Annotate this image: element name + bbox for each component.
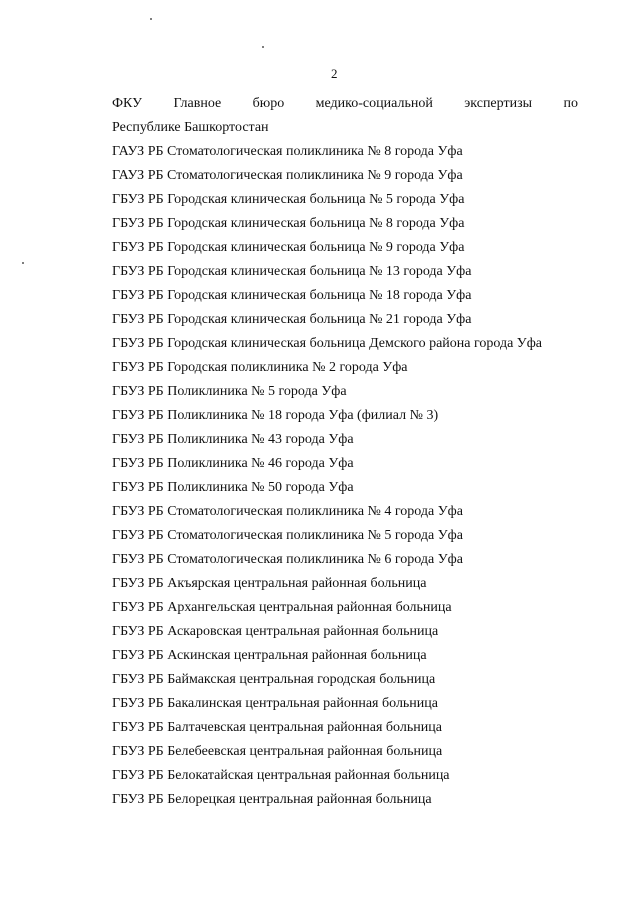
list-item: ГБУЗ РБ Городская клиническая больница Демского района города Уфа xyxy=(112,336,543,351)
list-item-first xyxy=(112,92,578,116)
word: по xyxy=(563,96,578,111)
word: ФКУ xyxy=(112,96,143,111)
list-item: ГБУЗ РБ Архангельская центральная районная больница xyxy=(112,600,452,615)
list-item: ГБУЗ РБ Городская поликлиника № 2 города Уфа xyxy=(112,360,408,375)
list-item: ГБУЗ РБ Акъярская центральная районная больница xyxy=(112,576,427,591)
list-item: ГБУЗ РБ Городская клиническая больница № 13 города Уфа xyxy=(112,264,472,279)
scan-speck xyxy=(150,18,152,20)
list-item: ГБУЗ РБ Белокатайская центральная районная больница xyxy=(112,768,450,783)
page-number: 2 xyxy=(331,66,338,81)
scan-speck xyxy=(262,46,264,48)
list-item-continuation: Республике Башкортостан xyxy=(112,120,269,135)
word: Главное xyxy=(173,96,222,111)
list-item: ГАУЗ РБ Стоматологическая поликлиника № 8 города Уфа xyxy=(112,144,463,159)
word: бюро xyxy=(252,96,285,111)
list-item: ГБУЗ РБ Белебеевская центральная районная больница xyxy=(112,744,443,759)
word: экспертизы xyxy=(464,96,533,111)
list-item: ГБУЗ РБ Городская клиническая больница № 9 города Уфа xyxy=(112,240,465,255)
list-item: ГБУЗ РБ Стоматологическая поликлиника № 4 города Уфа xyxy=(112,504,463,519)
list-item: ГБУЗ РБ Стоматологическая поликлиника № 6 города Уфа xyxy=(112,552,463,567)
list-item: ГБУЗ РБ Поликлиника № 5 города Уфа xyxy=(112,384,347,399)
list-item: ГБУЗ РБ Городская клиническая больница № 8 города Уфа xyxy=(112,216,465,231)
list-item: ГБУЗ РБ Аскинская центральная районная больница xyxy=(112,648,427,663)
list-item: ГБУЗ РБ Белорецкая центральная районная больница xyxy=(112,792,432,807)
list-item: ГБУЗ РБ Городская клиническая больница № 5 города Уфа xyxy=(112,192,465,207)
list-item: ГБУЗ РБ Поликлиника № 43 города Уфа xyxy=(112,432,354,447)
word: медико-социальной xyxy=(315,96,433,111)
list-item: ГБУЗ РБ Городская клиническая больница № 18 города Уфа xyxy=(112,288,472,303)
list-item: ГБУЗ РБ Стоматологическая поликлиника № 5 города Уфа xyxy=(112,528,463,543)
list-item: ГБУЗ РБ Балтачевская центральная районная больница xyxy=(112,720,442,735)
list-item: ГБУЗ РБ Аскаровская центральная районная больница xyxy=(112,624,439,639)
list-item: ГБУЗ РБ Поликлиника № 50 города Уфа xyxy=(112,480,354,495)
list-item: ГБУЗ РБ Баймакская центральная городская больница xyxy=(112,672,436,687)
list-item: ГБУЗ РБ Поликлиника № 46 города Уфа xyxy=(112,456,354,471)
list-item: ГБУЗ РБ Городская клиническая больница № 21 города Уфа xyxy=(112,312,472,327)
scan-speck xyxy=(22,262,24,264)
list-item: ГБУЗ РБ Бакалинская центральная районная больница xyxy=(112,696,438,711)
organization-list xyxy=(112,92,580,812)
list-item: ГАУЗ РБ Стоматологическая поликлиника № 9 города Уфа xyxy=(112,168,463,183)
list-item: ГБУЗ РБ Поликлиника № 18 города Уфа (филиал № 3) xyxy=(112,408,439,423)
